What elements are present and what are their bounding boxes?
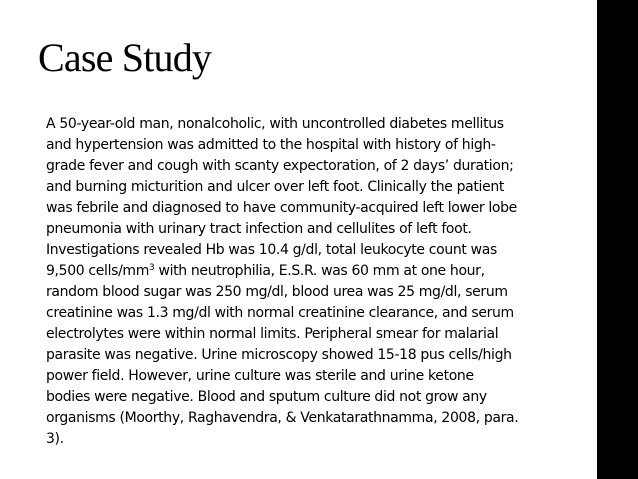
- paragraph-line: 3).: [46, 431, 64, 447]
- paragraph-line: pneumonia with urinary tract infection and cellulites of left foot.: [46, 221, 472, 237]
- paragraph-line: electrolytes were within normal limits. Peripheral smear for malarial: [46, 326, 499, 342]
- paragraph-line: creatinine was 1.3 mg/dl with normal creatinine clearance, and serum: [46, 305, 514, 321]
- paragraph-line: organisms (Moorthy, Raghavendra, & Venkatarathnamma, 2008, para.: [46, 410, 519, 426]
- paragraph-line: grade fever and cough with scanty expectoration, of 2 days’ duration;: [46, 158, 514, 174]
- paragraph-line: random blood sugar was 250 mg/dl, blood urea was 25 mg/dl, serum: [46, 284, 508, 300]
- case-study-paragraph: [46, 114, 594, 450]
- paragraph-line: power field. However, urine culture was sterile and urine ketone: [46, 368, 474, 384]
- paragraph-line: Investigations revealed Hb was 10.4 g/dl, total leukocyte count was: [46, 242, 497, 258]
- slide-title: Case Study: [38, 35, 212, 80]
- paragraph-line: and hypertension was admitted to the hospital with history of high-: [46, 137, 496, 153]
- paragraph-line: and burning micturition and ulcer over left foot. Clinically the patient: [46, 179, 504, 195]
- paragraph-line: bodies were negative. Blood and sputum culture did not grow any: [46, 389, 487, 405]
- neutrophilia-text: with neutrophilia, E.S.R. was 60 mm at one hour,: [154, 263, 485, 279]
- paragraph-line: A 50-year-old man, nonalcoholic, with uncontrolled diabetes mellitus: [46, 116, 504, 132]
- paragraph-line: parasite was negative. Urine microscopy showed 15-18 pus cells/high: [46, 347, 512, 363]
- paragraph-line: was febrile and diagnosed to have community-acquired left lower lobe: [46, 200, 517, 216]
- cubed-superscript: 3: [149, 263, 155, 273]
- paragraph-line: [46, 261, 594, 282]
- cell-count-text: 9,500 cells/mm: [46, 263, 150, 279]
- right-black-bar: [597, 0, 638, 479]
